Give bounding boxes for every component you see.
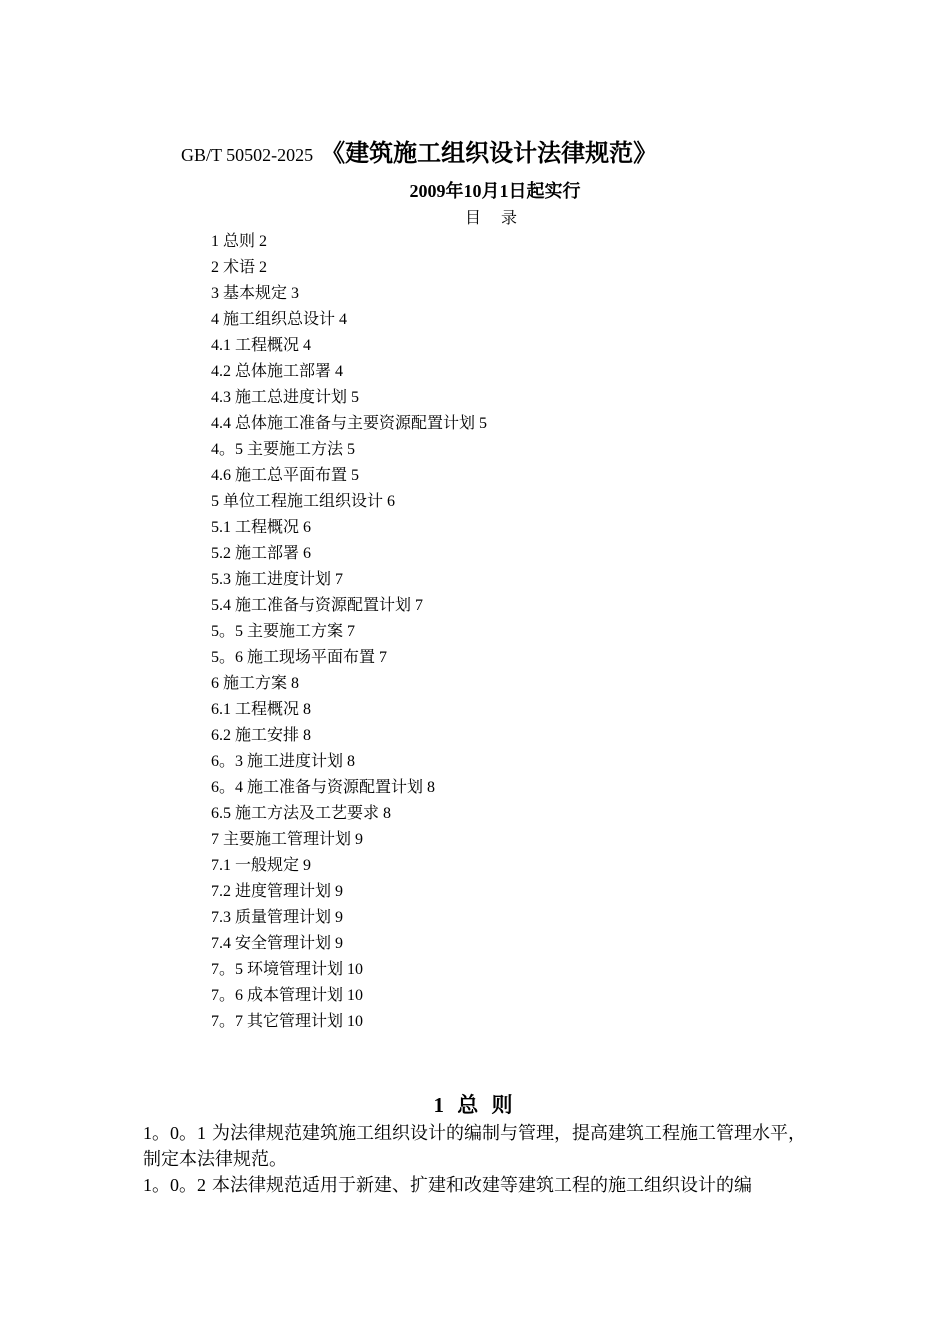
toc-heading: 目 录 — [464, 210, 525, 227]
clause-number: 1。0。1 — [143, 1123, 206, 1143]
toc-entry: 7。6 成本管理计划 10 — [211, 987, 364, 1004]
toc-entry: 4。5 主要施工方法 5 — [211, 441, 356, 458]
toc-entry: 5.2 施工部署 6 — [211, 545, 312, 562]
toc-entry: 5。5 主要施工方案 7 — [211, 623, 356, 640]
toc-entry: 1 总则 2 — [211, 233, 268, 250]
clause-paragraph — [143, 1172, 809, 1198]
toc-entry: 6.1 工程概况 8 — [211, 701, 312, 718]
effective-date: 2009年10月1日起实行 — [409, 181, 581, 201]
toc-entry: 5 单位工程施工组织设计 6 — [211, 493, 396, 510]
toc-entry: 6 施工方案 8 — [211, 675, 300, 692]
toc-entry: 6。3 施工进度计划 8 — [211, 753, 356, 770]
toc-entry: 7.3 质量管理计划 9 — [211, 909, 344, 926]
toc-entry: 6。4 施工准备与资源配置计划 8 — [211, 779, 436, 796]
toc-entry: 7.2 进度管理计划 9 — [211, 883, 344, 900]
toc-entry: 7.1 一般规定 9 — [211, 857, 312, 874]
toc-entry: 5。6 施工现场平面布置 7 — [211, 649, 388, 666]
toc-entry: 4 施工组织总设计 4 — [211, 311, 348, 328]
toc-entry: 4.2 总体施工部署 4 — [211, 363, 344, 380]
toc-entry: 4.4 总体施工准备与主要资源配置计划 5 — [211, 415, 488, 432]
standard-code: GB/T 50502-2025 — [181, 145, 314, 165]
toc-entry: 6.2 施工安排 8 — [211, 727, 312, 744]
toc-entry: 5.3 施工进度计划 7 — [211, 571, 344, 588]
toc-entry: 4.1 工程概况 4 — [211, 337, 312, 354]
toc-entry: 7。5 环境管理计划 10 — [211, 961, 364, 978]
clause-text: 本法律规范适用于新建、扩建和改建等建筑工程的施工组织设计的编 — [212, 1175, 752, 1195]
standard-name: 《建筑施工组织设计法律规范》 — [321, 141, 658, 167]
clause-list — [143, 1120, 809, 1198]
toc-entry: 4.3 施工总进度计划 5 — [211, 389, 360, 406]
toc-entry: 7。7 其它管理计划 10 — [211, 1013, 364, 1030]
toc-entry: 7.4 安全管理计划 9 — [211, 935, 344, 952]
clause-paragraph — [143, 1120, 809, 1172]
table-of-contents — [211, 229, 487, 1035]
toc-entry: 5.1 工程概况 6 — [211, 519, 312, 536]
toc-entry: 2 术语 2 — [211, 259, 268, 276]
document-title — [181, 136, 657, 173]
section-title: 1 总 则 — [433, 1093, 517, 1117]
toc-entry: 6.5 施工方法及工艺要求 8 — [211, 805, 392, 822]
toc-entry: 3 基本规定 3 — [211, 285, 300, 302]
toc-entry: 4.6 施工总平面布置 5 — [211, 467, 360, 484]
clause-number: 1。0。2 — [143, 1175, 206, 1195]
toc-entry: 5.4 施工准备与资源配置计划 7 — [211, 597, 424, 614]
toc-entry: 7 主要施工管理计划 9 — [211, 831, 364, 848]
clause-text: 为法律规范建筑施工组织设计的编制与管理，提高建筑工程施工管理水平，制定本法律规范。 — [143, 1123, 806, 1169]
